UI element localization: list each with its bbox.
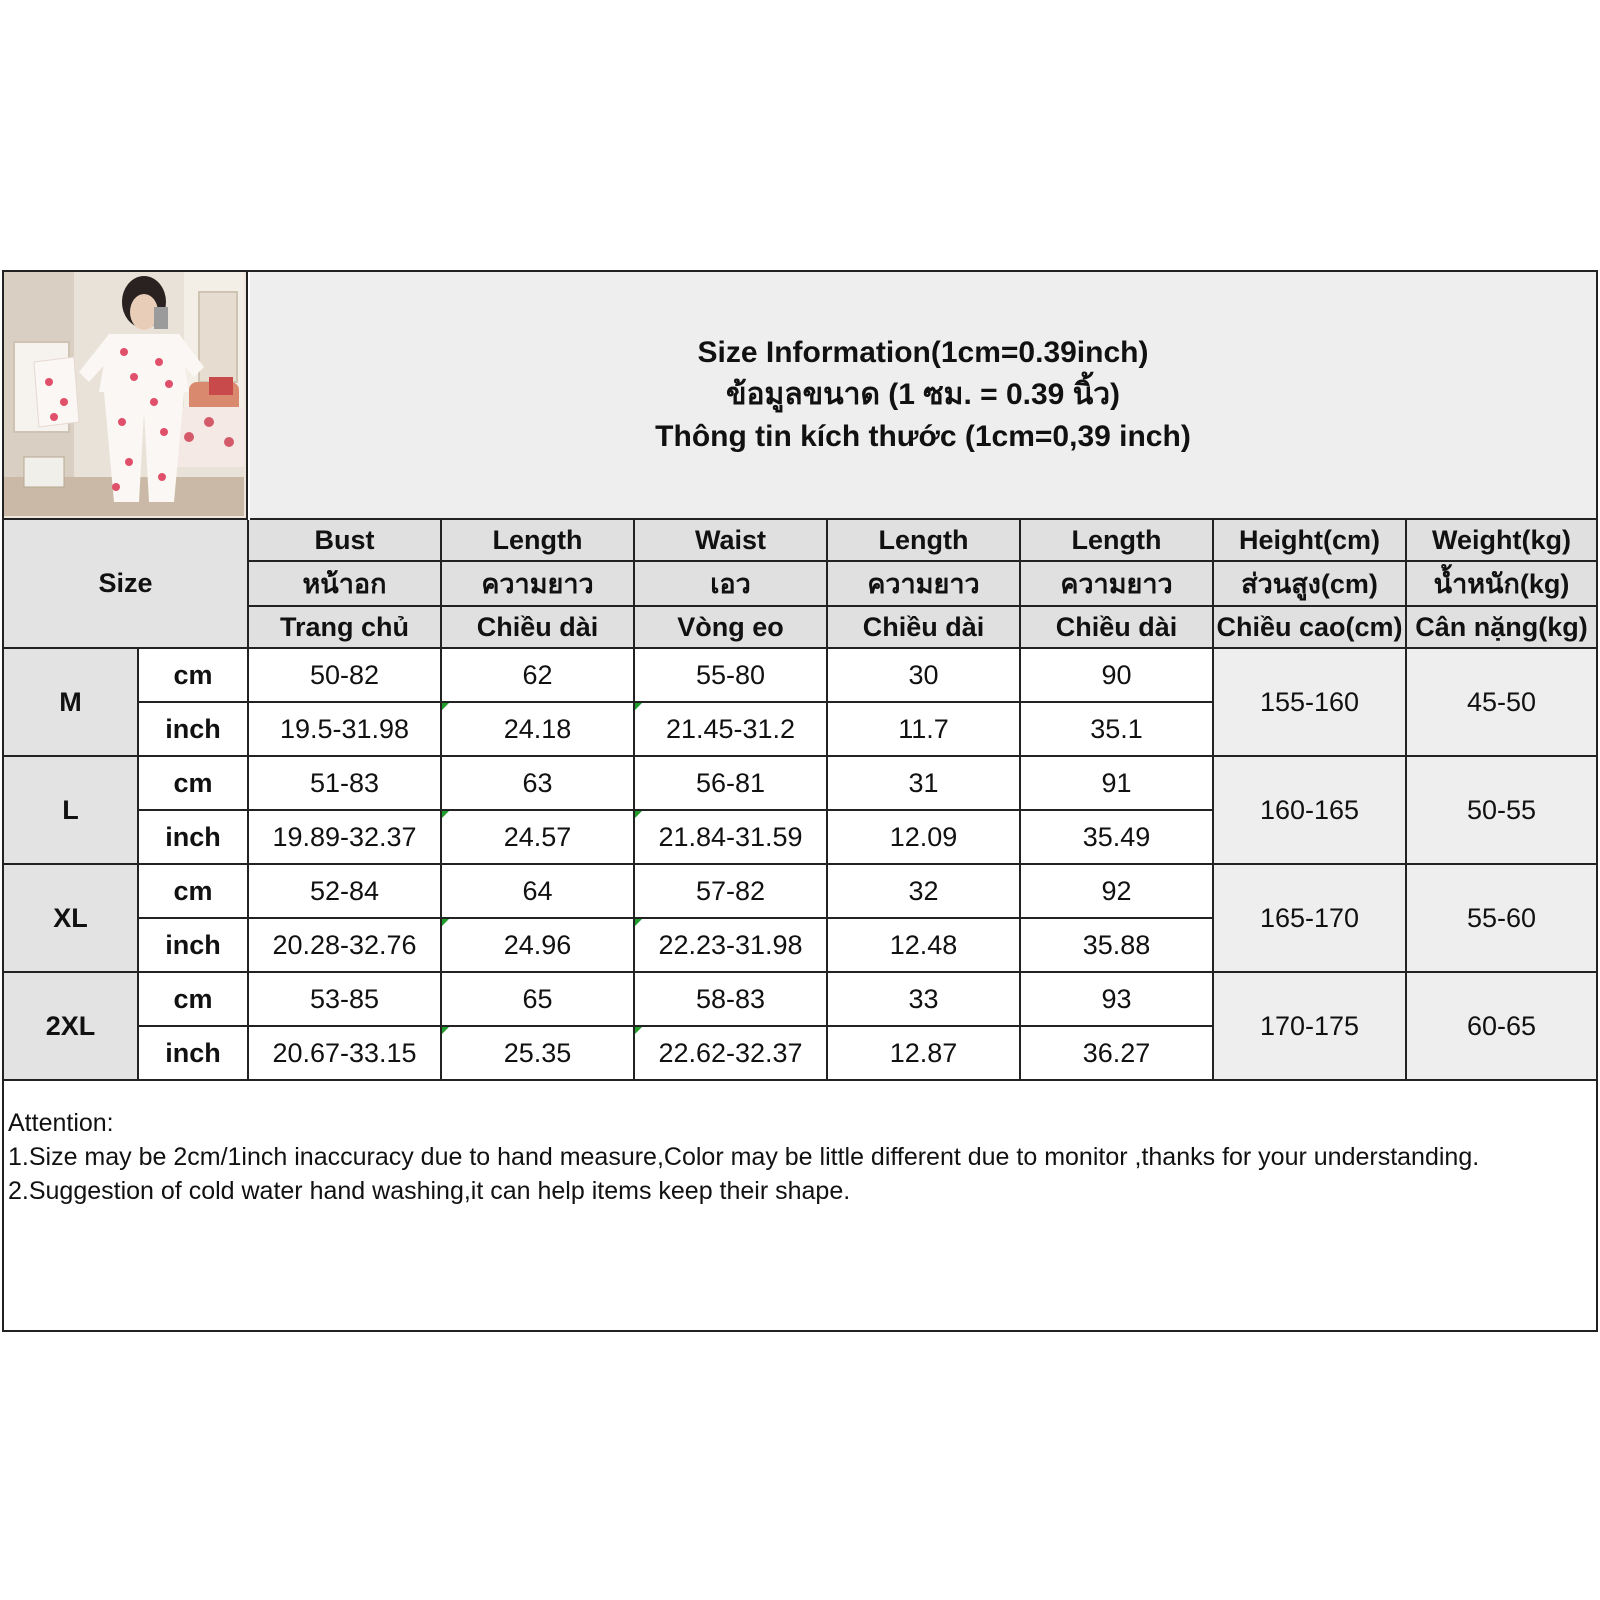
cell-length2-cm: 32 bbox=[827, 864, 1020, 918]
cell-length2-inch: 11.7 bbox=[827, 702, 1020, 756]
unit-cm: cm bbox=[138, 972, 248, 1026]
cell-length3-cm: 93 bbox=[1020, 972, 1213, 1026]
cell-waist-inch: 21.84-31.59 bbox=[634, 810, 827, 864]
size-table bbox=[4, 520, 1596, 1081]
cell-length3-inch: 35.1 bbox=[1020, 702, 1213, 756]
cell-weight: 60-65 bbox=[1406, 972, 1596, 1080]
col-weight-en: Weight(kg) bbox=[1406, 520, 1596, 561]
col-bust-en: Bust bbox=[248, 520, 441, 561]
cell-bust-inch: 19.5-31.98 bbox=[248, 702, 441, 756]
cell-waist-inch: 22.23-31.98 bbox=[634, 918, 827, 972]
unit-cm: cm bbox=[138, 756, 248, 810]
table-row bbox=[4, 648, 1596, 702]
title-thai: ข้อมูลขนาด (1 ซม. = 0.39 นิ้ว) bbox=[725, 378, 1121, 411]
note-measurement: 1.Size may be 2cm/1inch inaccuracy due to hand measure,Color may be little different due to monitor ,thanks for your understanding. bbox=[8, 1143, 1480, 1171]
cell-length2-cm: 30 bbox=[827, 648, 1020, 702]
cell-length-inch: 24.96 bbox=[441, 918, 634, 972]
col-length3-vi: Chiều dài bbox=[1020, 606, 1213, 648]
col-length3-th: ความยาว bbox=[1020, 561, 1213, 606]
size-information-title bbox=[250, 272, 1596, 520]
cell-length3-cm: 92 bbox=[1020, 864, 1213, 918]
attention-notes bbox=[8, 1106, 1588, 1208]
cell-height: 165-170 bbox=[1213, 864, 1406, 972]
col-length2-en: Length bbox=[827, 520, 1020, 561]
col-length-en: Length bbox=[441, 520, 634, 561]
cell-length-inch: 24.18 bbox=[441, 702, 634, 756]
cell-length-inch: 25.35 bbox=[441, 1026, 634, 1080]
cell-bust-cm: 51-83 bbox=[248, 756, 441, 810]
cell-length2-inch: 12.48 bbox=[827, 918, 1020, 972]
cell-weight: 50-55 bbox=[1406, 756, 1596, 864]
col-waist-en: Waist bbox=[634, 520, 827, 561]
col-length-th: ความยาว bbox=[441, 561, 634, 606]
col-weight-vi: Cân nặng(kg) bbox=[1406, 606, 1596, 648]
col-height-en: Height(cm) bbox=[1213, 520, 1406, 561]
col-height-th: ส่วนสูง(cm) bbox=[1213, 561, 1406, 606]
unit-cm: cm bbox=[138, 648, 248, 702]
unit-inch: inch bbox=[138, 918, 248, 972]
col-weight-th: น้ำหนัก(kg) bbox=[1406, 561, 1596, 606]
title-english: Size Information(1cm=0.39inch) bbox=[697, 336, 1149, 369]
cell-length3-cm: 91 bbox=[1020, 756, 1213, 810]
size-chart-sheet bbox=[2, 270, 1598, 1332]
cell-length-cm: 64 bbox=[441, 864, 634, 918]
cell-length2-inch: 12.09 bbox=[827, 810, 1020, 864]
col-height-vi: Chiều cao(cm) bbox=[1213, 606, 1406, 648]
cell-bust-inch: 20.28-32.76 bbox=[248, 918, 441, 972]
cell-waist-cm: 57-82 bbox=[634, 864, 827, 918]
unit-inch: inch bbox=[138, 810, 248, 864]
size-label: L bbox=[4, 756, 138, 864]
cell-bust-inch: 19.89-32.37 bbox=[248, 810, 441, 864]
cell-length3-inch: 35.49 bbox=[1020, 810, 1213, 864]
unit-cm: cm bbox=[138, 864, 248, 918]
cell-height: 170-175 bbox=[1213, 972, 1406, 1080]
cell-waist-cm: 55-80 bbox=[634, 648, 827, 702]
col-length2-vi: Chiều dài bbox=[827, 606, 1020, 648]
cell-length-cm: 62 bbox=[441, 648, 634, 702]
col-length3-en: Length bbox=[1020, 520, 1213, 561]
cell-waist-cm: 58-83 bbox=[634, 972, 827, 1026]
model-photo-illustration bbox=[4, 272, 244, 516]
cell-bust-cm: 53-85 bbox=[248, 972, 441, 1026]
cell-length-inch: 24.57 bbox=[441, 810, 634, 864]
table-row bbox=[4, 972, 1596, 1026]
product-photo bbox=[4, 272, 248, 520]
cell-length2-inch: 12.87 bbox=[827, 1026, 1020, 1080]
cell-length3-inch: 35.88 bbox=[1020, 918, 1213, 972]
cell-length3-inch: 36.27 bbox=[1020, 1026, 1213, 1080]
notes-heading: Attention: bbox=[8, 1109, 114, 1137]
cell-bust-cm: 52-84 bbox=[248, 864, 441, 918]
cell-weight: 55-60 bbox=[1406, 864, 1596, 972]
cell-length2-cm: 33 bbox=[827, 972, 1020, 1026]
note-washing: 2.Suggestion of cold water hand washing,it can help items keep their shape. bbox=[8, 1177, 851, 1205]
cell-weight: 45-50 bbox=[1406, 648, 1596, 756]
col-length-vi: Chiều dài bbox=[441, 606, 634, 648]
size-label: M bbox=[4, 648, 138, 756]
cell-length-cm: 65 bbox=[441, 972, 634, 1026]
unit-inch: inch bbox=[138, 702, 248, 756]
cell-waist-cm: 56-81 bbox=[634, 756, 827, 810]
size-label: 2XL bbox=[4, 972, 138, 1080]
cell-height: 160-165 bbox=[1213, 756, 1406, 864]
unit-inch: inch bbox=[138, 1026, 248, 1080]
col-waist-vi: Vòng eo bbox=[634, 606, 827, 648]
size-label: XL bbox=[4, 864, 138, 972]
cell-length-cm: 63 bbox=[441, 756, 634, 810]
col-waist-th: เอว bbox=[634, 561, 827, 606]
cell-bust-inch: 20.67-33.15 bbox=[248, 1026, 441, 1080]
col-bust-vi: Trang chủ bbox=[248, 606, 441, 648]
cell-waist-inch: 21.45-31.2 bbox=[634, 702, 827, 756]
cell-waist-inch: 22.62-32.37 bbox=[634, 1026, 827, 1080]
cell-bust-cm: 50-82 bbox=[248, 648, 441, 702]
col-bust-th: หน้าอก bbox=[248, 561, 441, 606]
cell-length3-cm: 90 bbox=[1020, 648, 1213, 702]
col-length2-th: ความยาว bbox=[827, 561, 1020, 606]
cell-height: 155-160 bbox=[1213, 648, 1406, 756]
table-row bbox=[4, 756, 1596, 810]
cell-length2-cm: 31 bbox=[827, 756, 1020, 810]
table-row bbox=[4, 864, 1596, 918]
title-vietnamese: Thông tin kích thước (1cm=0,39 inch) bbox=[655, 420, 1191, 453]
size-header: Size bbox=[4, 520, 248, 648]
